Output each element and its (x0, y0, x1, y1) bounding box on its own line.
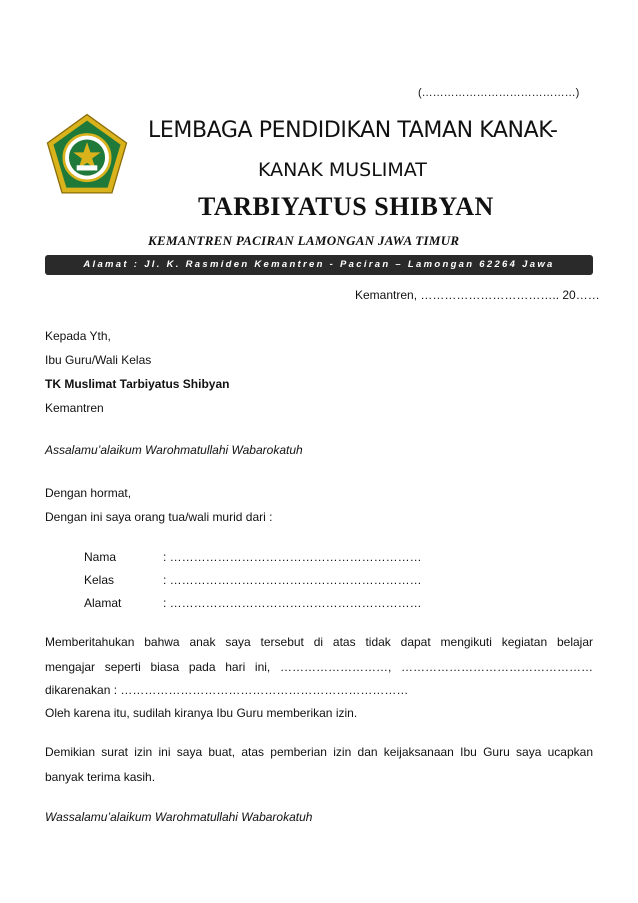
body-line-4: Oleh karena itu, sudilah kiranya Ibu Guru memberikan izin. (45, 706, 358, 720)
recipient-line-1: Kepada Yth, (45, 329, 111, 343)
body-line-1: Memberitahukan bahwa anak saya tersebut di atas tidak dapat mengikuti kegiatan belajar (45, 635, 593, 649)
address-bar: Alamat : Jl. K. Rasmiden Kemantren - Paciran – Lamongan 62264 Jawa (45, 255, 593, 275)
farewell: Wassalamu’alaikum Warohmatullahi Wabarokatuh (45, 810, 313, 824)
field-label-alamat: Alamat (84, 596, 122, 610)
recipient-line-4: Kemantren (45, 401, 104, 415)
field-label-nama: Nama (84, 550, 117, 564)
greeting: Assalamu’alaikum Warohmatullahi Wabarokatuh (45, 443, 303, 457)
institution-region: KEMANTREN PACIRAN LAMONGAN JAWA TIMUR (148, 233, 460, 248)
field-value-nama: : ……………………………………………………… (163, 550, 422, 564)
body-line-2: mengajar seperti biasa pada hari ini, ………………………, ………………………………………… (45, 660, 593, 674)
field-value-kelas: : ……………………………………………………… (163, 573, 422, 587)
field-label-kelas: Kelas (84, 573, 115, 587)
reference-number: (……………………………………) (418, 87, 580, 99)
field-value-alamat: : ……………………………………………………… (163, 596, 422, 610)
header-line-1: LEMBAGA PENDIDIKAN TAMAN KANAK- (148, 118, 558, 143)
body-line-3: dikarenakan : ……………………………………………………………… (45, 683, 409, 697)
opening-2: Dengan ini saya orang tua/wali murid dari : (45, 510, 273, 524)
closing-line-1: Demikian surat izin ini saya buat, atas pemberian izin dan keijaksanaan Ibu Guru saya ucapkan (45, 745, 593, 759)
closing-line-2: banyak terima kasih. (45, 770, 156, 784)
header-line-2: KANAK MUSLIMAT (258, 159, 427, 181)
recipient-line-2: Ibu Guru/Wali Kelas (45, 353, 152, 367)
opening-1: Dengan hormat, (45, 486, 132, 500)
institution-name: TARBIYATUS SHIBYAN (198, 192, 494, 221)
place-date: Kemantren, …………………………….. 20…… (355, 288, 600, 302)
recipient-line-3: TK Muslimat Tarbiyatus Shibyan (45, 377, 230, 391)
institution-logo-icon (44, 112, 130, 198)
